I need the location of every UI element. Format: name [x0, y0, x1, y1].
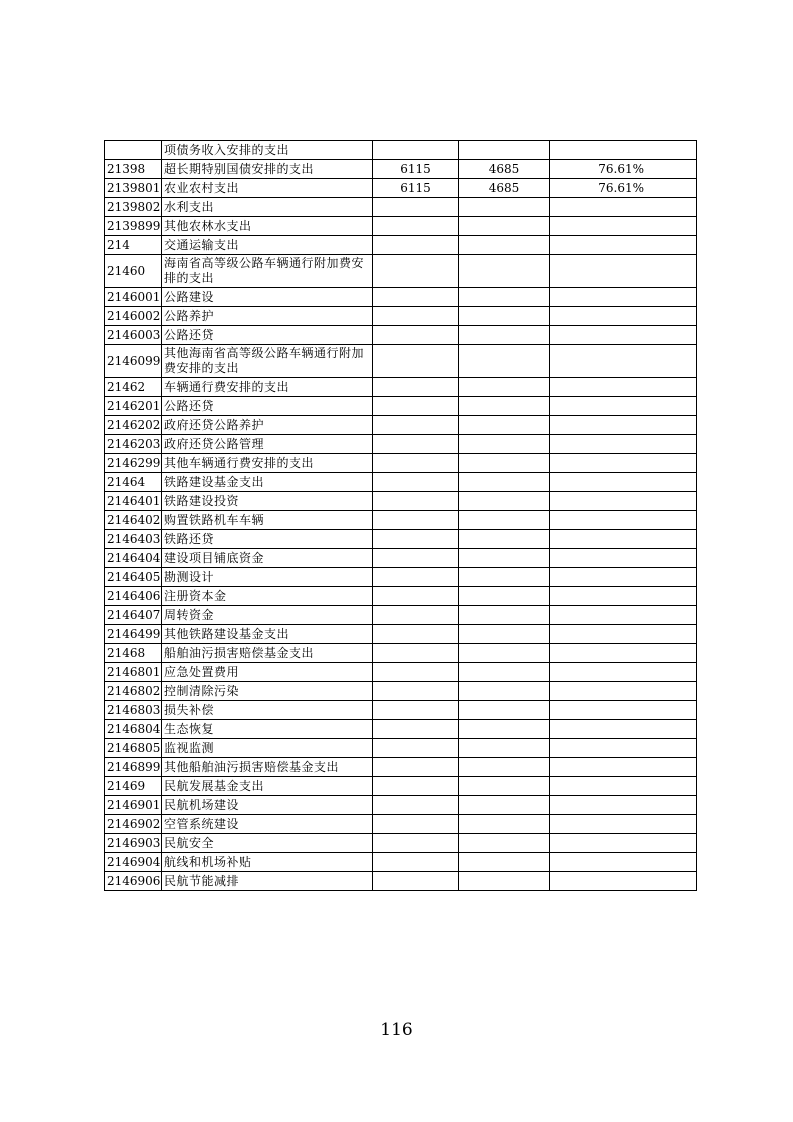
row-value-1	[373, 644, 459, 663]
row-name: 其他车辆通行费安排的支出	[162, 454, 373, 473]
row-value-1	[373, 416, 459, 435]
table-row	[105, 815, 697, 834]
row-code: 2139899	[105, 217, 162, 236]
row-value-2	[459, 872, 550, 891]
row-value-3: 76.61%	[550, 179, 697, 198]
row-value-2	[459, 682, 550, 701]
table-row	[105, 236, 697, 255]
table-row	[105, 758, 697, 777]
table-row	[105, 217, 697, 236]
row-value-3	[550, 872, 697, 891]
row-code: 2146406	[105, 587, 162, 606]
row-value-1	[373, 815, 459, 834]
row-code: 2146901	[105, 796, 162, 815]
row-name: 超长期特别国债安排的支出	[162, 160, 373, 179]
row-code: 2146203	[105, 435, 162, 454]
row-value-2	[459, 549, 550, 568]
row-value-2	[459, 834, 550, 853]
row-code: 2146403	[105, 530, 162, 549]
table-row	[105, 307, 697, 326]
row-code: 214	[105, 236, 162, 255]
row-code: 2146801	[105, 663, 162, 682]
table-row	[105, 549, 697, 568]
table-row	[105, 160, 697, 179]
row-value-3	[550, 587, 697, 606]
row-value-1	[373, 853, 459, 872]
row-value-1	[373, 682, 459, 701]
row-value-3	[550, 739, 697, 758]
row-code: 2146401	[105, 492, 162, 511]
row-value-1	[373, 777, 459, 796]
table-row	[105, 492, 697, 511]
row-value-3	[550, 549, 697, 568]
row-name: 铁路建设投资	[162, 492, 373, 511]
row-name: 勘测设计	[162, 568, 373, 587]
row-value-1	[373, 435, 459, 454]
row-code: 2146802	[105, 682, 162, 701]
table-row	[105, 777, 697, 796]
row-value-1	[373, 663, 459, 682]
row-name: 铁路还贷	[162, 530, 373, 549]
row-value-1	[373, 720, 459, 739]
row-code: 2146902	[105, 815, 162, 834]
table-row	[105, 796, 697, 815]
row-code: 2146804	[105, 720, 162, 739]
table-row	[105, 739, 697, 758]
row-value-2	[459, 587, 550, 606]
row-value-3	[550, 644, 697, 663]
row-value-2	[459, 198, 550, 217]
row-code: 2146906	[105, 872, 162, 891]
row-name: 政府还贷公路管理	[162, 435, 373, 454]
row-value-2	[459, 288, 550, 307]
row-value-1	[373, 217, 459, 236]
row-code: 2146003	[105, 326, 162, 345]
row-value-1	[373, 701, 459, 720]
row-name: 民航发展基金支出	[162, 777, 373, 796]
row-value-3	[550, 454, 697, 473]
row-value-3	[550, 397, 697, 416]
row-value-3	[550, 720, 697, 739]
table-row	[105, 530, 697, 549]
row-code: 2146899	[105, 758, 162, 777]
row-value-2	[459, 217, 550, 236]
row-value-2: 4685	[459, 179, 550, 198]
row-value-1	[373, 549, 459, 568]
row-value-1	[373, 739, 459, 758]
table-row	[105, 378, 697, 397]
table-row	[105, 473, 697, 492]
row-name: 航线和机场补贴	[162, 853, 373, 872]
table-row	[105, 179, 697, 198]
row-value-2	[459, 720, 550, 739]
row-code: 2146903	[105, 834, 162, 853]
row-value-2	[459, 236, 550, 255]
row-code: 21462	[105, 378, 162, 397]
row-value-3	[550, 777, 697, 796]
row-name: 水利支出	[162, 198, 373, 217]
table-row	[105, 511, 697, 530]
row-code	[105, 141, 162, 160]
row-value-1	[373, 568, 459, 587]
row-value-3	[550, 530, 697, 549]
row-code: 2146404	[105, 549, 162, 568]
row-value-1: 6115	[373, 179, 459, 198]
row-code: 2146001	[105, 288, 162, 307]
row-value-1	[373, 511, 459, 530]
row-value-1	[373, 872, 459, 891]
table-row	[105, 682, 697, 701]
row-value-2	[459, 568, 550, 587]
row-value-1	[373, 236, 459, 255]
row-code: 2139801	[105, 179, 162, 198]
row-name: 民航节能减排	[162, 872, 373, 891]
row-value-2	[459, 644, 550, 663]
row-name: 购置铁路机车车辆	[162, 511, 373, 530]
row-value-2	[459, 397, 550, 416]
row-value-1	[373, 454, 459, 473]
row-value-2	[459, 701, 550, 720]
row-name: 项债务收入安排的支出	[162, 141, 373, 160]
row-name: 其他农林水支出	[162, 217, 373, 236]
row-value-3	[550, 141, 697, 160]
row-value-3	[550, 663, 697, 682]
row-code: 21460	[105, 255, 162, 288]
row-code: 2146904	[105, 853, 162, 872]
table-row	[105, 454, 697, 473]
row-value-3	[550, 834, 697, 853]
row-name: 公路还贷	[162, 397, 373, 416]
row-value-2	[459, 255, 550, 288]
row-value-1	[373, 606, 459, 625]
row-name: 其他海南省高等级公路车辆通行附加费安排的支出	[162, 345, 373, 378]
row-value-3	[550, 198, 697, 217]
table-row	[105, 141, 697, 160]
row-value-1	[373, 288, 459, 307]
row-value-2	[459, 378, 550, 397]
row-value-1	[373, 492, 459, 511]
row-name: 损失补偿	[162, 701, 373, 720]
table-row	[105, 587, 697, 606]
row-value-2	[459, 663, 550, 682]
row-code: 2139802	[105, 198, 162, 217]
table-row	[105, 853, 697, 872]
row-value-2	[459, 141, 550, 160]
row-name: 注册资本金	[162, 587, 373, 606]
row-value-1	[373, 378, 459, 397]
row-value-3	[550, 815, 697, 834]
table-row	[105, 326, 697, 345]
row-value-3	[550, 326, 697, 345]
table-row	[105, 255, 697, 288]
row-value-3	[550, 288, 697, 307]
row-value-3	[550, 345, 697, 378]
row-value-2	[459, 796, 550, 815]
row-value-2	[459, 473, 550, 492]
row-name: 其他船舶油污损害赔偿基金支出	[162, 758, 373, 777]
row-value-2	[459, 435, 550, 454]
row-value-3	[550, 473, 697, 492]
table-row	[105, 606, 697, 625]
table-row	[105, 568, 697, 587]
row-name: 民航安全	[162, 834, 373, 853]
row-name: 民航机场建设	[162, 796, 373, 815]
budget-table-body	[105, 141, 697, 891]
row-value-2	[459, 345, 550, 378]
row-code: 2146499	[105, 625, 162, 644]
table-row	[105, 397, 697, 416]
row-value-2	[459, 511, 550, 530]
table-row	[105, 416, 697, 435]
row-name: 交通运输支出	[162, 236, 373, 255]
row-value-3	[550, 758, 697, 777]
row-value-3	[550, 682, 697, 701]
row-value-1: 6115	[373, 160, 459, 179]
row-name: 周转资金	[162, 606, 373, 625]
row-value-1	[373, 796, 459, 815]
row-name: 空管系统建设	[162, 815, 373, 834]
row-value-3	[550, 606, 697, 625]
row-name: 控制清除污染	[162, 682, 373, 701]
row-name: 生态恢复	[162, 720, 373, 739]
table-row	[105, 644, 697, 663]
table-row	[105, 701, 697, 720]
row-value-2	[459, 739, 550, 758]
row-value-3	[550, 307, 697, 326]
row-name: 监视监测	[162, 739, 373, 758]
row-value-3	[550, 236, 697, 255]
row-value-3	[550, 255, 697, 288]
row-value-3	[550, 701, 697, 720]
row-value-1	[373, 326, 459, 345]
row-value-3	[550, 853, 697, 872]
page-number: 116	[380, 1020, 413, 1040]
row-value-1	[373, 758, 459, 777]
row-value-3: 76.61%	[550, 160, 697, 179]
row-name: 公路养护	[162, 307, 373, 326]
row-value-1	[373, 625, 459, 644]
row-value-1	[373, 530, 459, 549]
row-name: 公路建设	[162, 288, 373, 307]
row-code: 21468	[105, 644, 162, 663]
row-code: 2146407	[105, 606, 162, 625]
row-value-1	[373, 307, 459, 326]
table-row	[105, 720, 697, 739]
row-code: 21469	[105, 777, 162, 796]
row-value-2	[459, 815, 550, 834]
table-row	[105, 345, 697, 378]
row-value-1	[373, 255, 459, 288]
table-row	[105, 198, 697, 217]
row-code: 21398	[105, 160, 162, 179]
row-value-2	[459, 777, 550, 796]
row-name: 海南省高等级公路车辆通行附加费安排的支出	[162, 255, 373, 288]
row-name: 农业农村支出	[162, 179, 373, 198]
row-name: 车辆通行费安排的支出	[162, 378, 373, 397]
table-row	[105, 435, 697, 454]
row-value-2	[459, 454, 550, 473]
table-row	[105, 834, 697, 853]
row-value-3	[550, 492, 697, 511]
row-value-1	[373, 345, 459, 378]
row-value-2	[459, 326, 550, 345]
row-value-2	[459, 758, 550, 777]
table-row	[105, 872, 697, 891]
row-name: 应急处置费用	[162, 663, 373, 682]
row-name: 政府还贷公路养护	[162, 416, 373, 435]
row-code: 2146201	[105, 397, 162, 416]
row-name: 船舶油污损害赔偿基金支出	[162, 644, 373, 663]
table-row	[105, 625, 697, 644]
row-value-3	[550, 511, 697, 530]
row-value-2	[459, 853, 550, 872]
row-value-1	[373, 198, 459, 217]
row-value-3	[550, 378, 697, 397]
row-value-3	[550, 435, 697, 454]
row-code: 21464	[105, 473, 162, 492]
row-value-1	[373, 834, 459, 853]
row-value-3	[550, 796, 697, 815]
row-value-3	[550, 625, 697, 644]
row-value-2	[459, 492, 550, 511]
row-value-2	[459, 416, 550, 435]
row-code: 2146803	[105, 701, 162, 720]
row-value-1	[373, 587, 459, 606]
row-value-2	[459, 625, 550, 644]
row-value-3	[550, 217, 697, 236]
row-name: 建设项目铺底资金	[162, 549, 373, 568]
row-value-2	[459, 606, 550, 625]
row-value-2: 4685	[459, 160, 550, 179]
row-value-1	[373, 473, 459, 492]
row-value-1	[373, 397, 459, 416]
row-code: 2146402	[105, 511, 162, 530]
row-code: 2146202	[105, 416, 162, 435]
row-value-2	[459, 530, 550, 549]
row-code: 2146299	[105, 454, 162, 473]
row-value-3	[550, 568, 697, 587]
row-name: 公路还贷	[162, 326, 373, 345]
row-name: 其他铁路建设基金支出	[162, 625, 373, 644]
table-row	[105, 288, 697, 307]
row-code: 2146099	[105, 345, 162, 378]
row-code: 2146805	[105, 739, 162, 758]
table-row	[105, 663, 697, 682]
row-code: 2146002	[105, 307, 162, 326]
row-value-2	[459, 307, 550, 326]
row-code: 2146405	[105, 568, 162, 587]
row-name: 铁路建设基金支出	[162, 473, 373, 492]
row-value-3	[550, 416, 697, 435]
budget-table	[104, 140, 697, 891]
row-value-1	[373, 141, 459, 160]
